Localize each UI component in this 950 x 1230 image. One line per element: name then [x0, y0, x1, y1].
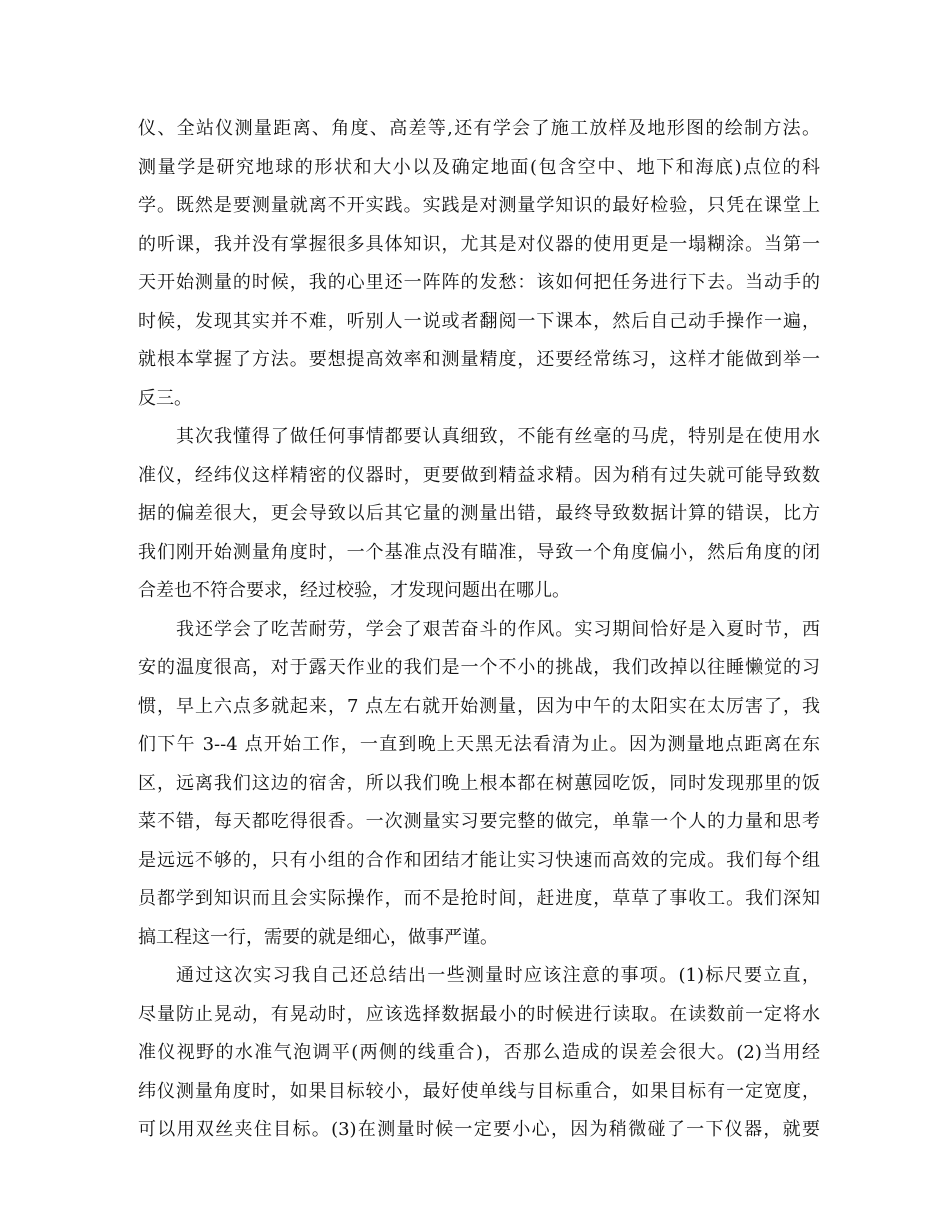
- paragraph-3: [138, 611, 820, 958]
- text-line: 据的偏差很大，更会导致以后其它量的测量出错，最终导致数据计算的错误，比方: [138, 503, 820, 524]
- text-line: 菜不错，每天都吃得很香。一次测量实习要完整的做完，单靠一个人的力量和思考: [138, 811, 820, 832]
- text-line: 安的温度很高，对于露天作业的我们是一个不小的挑战，我们改掉以往睡懒觉的习: [138, 657, 820, 678]
- text-line: 合差也不符合要求，经过校验，才发现问题出在哪儿。: [138, 580, 570, 601]
- text-line: 员都学到知识而且会实际操作，而不是抢时间，赶进度，草草了事收工。我们深知: [138, 888, 820, 909]
- text-line: 反三。: [138, 387, 192, 409]
- text-line: 我还学会了吃苦耐劳，学会了艰苦奋斗的作风。实习期间恰好是入夏时节，西: [176, 618, 820, 640]
- text-line: 们下午 3--4 点开始工作，一直到晚上天黑无法看清为止。因为测量地点距离在东: [138, 734, 820, 755]
- document-body: [138, 110, 820, 1150]
- text-line: 其次我懂得了做任何事情都要认真细致，不能有丝毫的马虎，特别是在使用水: [176, 426, 820, 447]
- text-line: 是远远不够的，只有小组的合作和团结才能让实习快速而高效的完成。我们每个组: [138, 849, 820, 871]
- text-line: 时候，发现其实并不难，听别人一说或者翻阅一下课本，然后自己动手操作一遍，: [138, 310, 820, 332]
- paragraph-4: [138, 957, 820, 1150]
- text-line: 仪、全站仪测量距离、角度、高差等,还有学会了施工放样及地形图的绘制方法。: [138, 118, 820, 139]
- text-line: 就根本掌握了方法。要想提高效率和测量精度，还要经常练习，这样才能做到举一: [138, 349, 820, 370]
- text-line: 的听课，我并没有掌握很多具体知识，尤其是对仪器的使用更是一塌糊涂。当第一: [138, 233, 820, 255]
- text-line: 通过这次实习我自己还总结出一些测量时应该注意的事项。(1)标尺要立直，: [176, 965, 820, 986]
- text-line: 可以用双丝夹住目标。(3)在测量时候一定要小心，因为稍微碰了一下仪器，就要: [138, 1119, 820, 1140]
- text-line: 纬仪测量角度时，如果目标较小，最好使单线与目标重合，如果目标有一定宽度，: [138, 1080, 820, 1102]
- text-line: 准仪视野的水准气泡调平(两侧的线重合)，否那么造成的误差会很大。(2)当用经: [138, 1042, 820, 1063]
- text-line: 学。既然是要测量就离不开实践。实践是对测量学知识的最好检验，只凭在课堂上: [138, 195, 820, 216]
- text-line: 搞工程这一行，需要的就是细心，做事严谨。: [138, 926, 498, 948]
- text-line: 准仪，经纬仪这样精密的仪器时，更要做到精益求精。因为稍有过失就可能导致数: [138, 464, 820, 486]
- text-line: 天开始测量的时候，我的心里还一阵阵的发愁：该如何把任务进行下去。当动手的: [138, 272, 820, 293]
- text-line: 区，远离我们这边的宿舍，所以我们晚上根本都在树蕙园吃饭，同时发现那里的饭: [138, 772, 820, 794]
- text-line: 我们刚开始测量角度时，一个基准点没有瞄准，导致一个角度偏小，然后角度的闭: [138, 541, 820, 563]
- text-line: 测量学是研究地球的形状和大小以及确定地面(包含空中、地下和海底)点位的科: [138, 156, 820, 178]
- paragraph-1: [138, 110, 820, 418]
- text-line: 尽量防止晃动，有晃动时，应该选择数据最小的时候进行读取。在读数前一定将水: [138, 1003, 820, 1025]
- paragraph-2: [138, 418, 820, 611]
- text-line: 惯，早上六点多就起来，7 点左右就开始测量，因为中午的太阳实在太厉害了，我: [138, 695, 820, 717]
